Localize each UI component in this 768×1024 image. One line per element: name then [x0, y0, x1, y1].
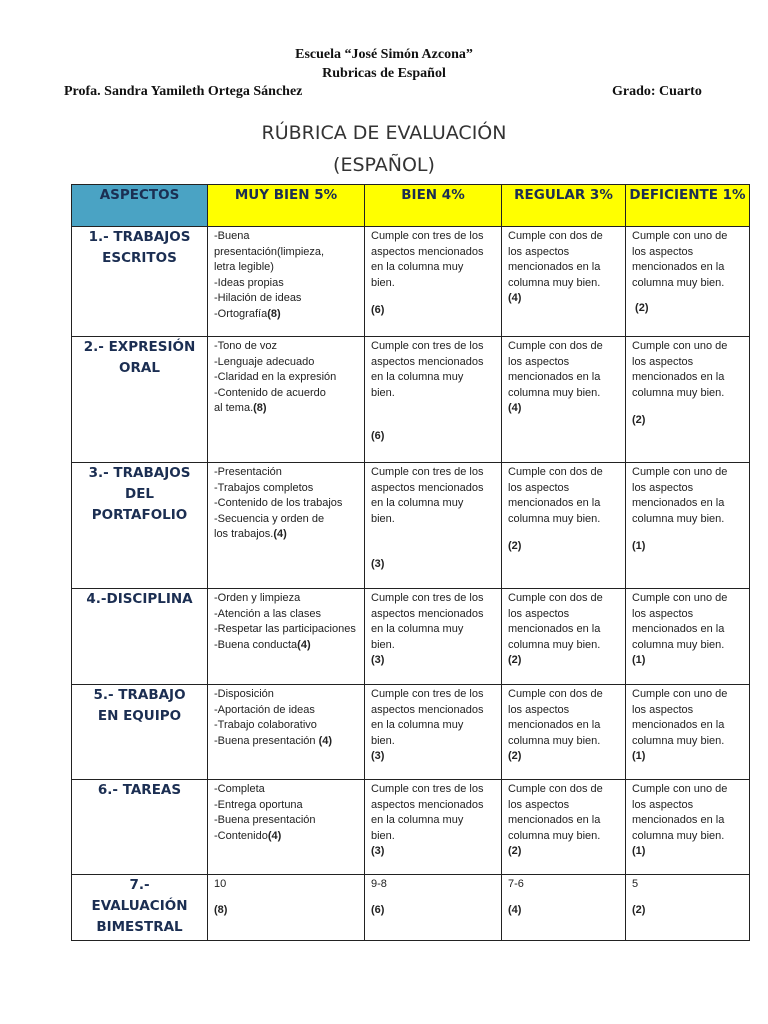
criteria-text: -Disposición -Aportación de ideas -Trabajo colaborativo -Buena presentación: [214, 688, 317, 747]
criteria-cell-deficiente: [626, 685, 750, 780]
criteria-cell-bien: [365, 780, 502, 875]
aspect-label: 6.- TAREAS: [97, 782, 182, 798]
criteria-text: -Buena presentación(limpieza, letra legible) -Ideas propias -Hilación de ideas -Ortografía: [214, 230, 325, 320]
level-description: Cumple con dos de los aspectos mencionados en la columna muy bien.: [508, 340, 603, 399]
points-value: (3): [371, 558, 385, 570]
criteria-cell-regular: [502, 463, 626, 589]
criteria-cell-muy-bien: [208, 685, 365, 780]
criteria-cell-bien: [365, 589, 502, 685]
criteria-cell-deficiente: [626, 589, 750, 685]
column-header-aspectos: ASPECTOS: [72, 185, 208, 227]
criteria-cell-bien: [365, 337, 502, 463]
points-value: (2): [508, 750, 522, 762]
criteria-cell-regular: [502, 780, 626, 875]
level-description: Cumple con tres de los aspectos mencionados en la columna muy bien.: [371, 688, 484, 747]
aspect-label: 1.- TRABAJOS ESCRITOS: [88, 229, 191, 266]
level-description: Cumple con dos de los aspectos mencionados en la columna muy bien.: [508, 592, 603, 651]
points-value: (4): [508, 292, 522, 304]
points-value: (6): [371, 430, 385, 442]
level-description: Cumple con tres de los aspectos mencionados en la columna muy bien.: [371, 783, 484, 842]
level-description: Cumple con uno de los aspectos mencionados en la columna muy bien.: [632, 592, 728, 651]
points-value: (2): [632, 903, 646, 916]
criteria-cell-bien: [365, 463, 502, 589]
aspect-cell: [72, 227, 208, 337]
points-value: (8): [267, 307, 281, 320]
level-description: Cumple con uno de los aspectos mencionados en la columna muy bien.: [632, 783, 728, 842]
points-value: (4): [508, 402, 522, 414]
school-name: Escuela “José Simón Azcona”: [295, 47, 473, 62]
criteria-cell-bien: [365, 227, 502, 337]
criteria-text: -Tono de voz -Lenguaje adecuado -Claridad en la expresión -Contenido de acuerdo al tema.: [214, 340, 337, 414]
points-value: (4): [267, 829, 282, 842]
column-header-regular: REGULAR 3%: [502, 185, 626, 227]
aspect-cell: [72, 685, 208, 780]
aspect-cell: [72, 780, 208, 875]
points-value: (3): [371, 654, 385, 666]
criteria-text: -Presentación -Trabajos completos -Contenido de los trabajos -Secuencia y orden de los trabajos.: [214, 466, 343, 540]
aspect-label: 3.- TRABAJOS DEL PORTAFOLIO: [88, 465, 191, 523]
criteria-cell-regular: [502, 227, 626, 337]
rubric-row: [72, 337, 750, 463]
level-description: Cumple con uno de los aspectos mencionados en la columna muy bien.: [632, 688, 728, 747]
level-description: Cumple con tres de los aspectos mencionados en la columna muy bien.: [371, 466, 484, 525]
criteria-cell-muy-bien: [208, 780, 365, 875]
rubric-row: [72, 463, 750, 589]
level-description: Cumple con dos de los aspectos mencionados en la columna muy bien.: [508, 783, 603, 842]
level-description: Cumple con uno de los aspectos mencionados en la columna muy bien.: [632, 340, 728, 399]
level-description: Cumple con dos de los aspectos mencionados en la columna muy bien.: [508, 466, 603, 525]
rubric-row: [72, 685, 750, 780]
points-value: (4): [297, 638, 311, 651]
level-description: Cumple con tres de los aspectos mencionados en la columna muy bien.: [371, 230, 484, 289]
points-value: (2): [632, 302, 649, 314]
score-range: 10: [214, 878, 227, 890]
criteria-cell-muy-bien: [208, 227, 365, 337]
score-range: 7-6: [508, 878, 524, 890]
points-value: (2): [508, 845, 522, 857]
criteria-cell-muy-bien: [208, 875, 365, 941]
level-description: Cumple con dos de los aspectos mencionados en la columna muy bien.: [508, 688, 603, 747]
rubric-table: [71, 184, 750, 941]
points-value: (6): [371, 903, 385, 916]
points-value: (3): [371, 750, 385, 762]
points-value: (1): [632, 845, 646, 857]
criteria-cell-regular: [502, 875, 626, 941]
criteria-cell-regular: [502, 685, 626, 780]
document-subject: Rubricas de Español: [322, 66, 446, 81]
criteria-text: -Orden y limpieza -Atención a las clases -Respetar las participaciones -Buena conducta: [214, 592, 356, 651]
rubric-row: [72, 227, 750, 337]
points-value: (4): [273, 528, 287, 540]
points-value: (1): [632, 654, 646, 666]
column-header-deficiente: DEFICIENTE 1%: [626, 185, 750, 227]
criteria-cell-regular: [502, 337, 626, 463]
points-value: (1): [632, 750, 646, 762]
aspect-label: 4.-DISCIPLINA: [86, 591, 193, 607]
aspect-label: 2.- EXPRESIÓN ORAL: [83, 339, 196, 376]
criteria-cell-deficiente: [626, 337, 750, 463]
points-value: (1): [632, 540, 646, 552]
level-description: Cumple con tres de los aspectos mencionados en la columna muy bien.: [371, 340, 484, 399]
column-header-muy-bien: MUY BIEN 5%: [208, 185, 365, 227]
score-range: 5: [632, 878, 639, 890]
criteria-cell-deficiente: [626, 780, 750, 875]
teacher-name: Profa. Sandra Yamileth Ortega Sánchez: [64, 84, 303, 99]
points-value: (3): [371, 845, 385, 857]
criteria-text: -Completa -Entrega oportuna -Buena presentación -Contenido: [214, 783, 316, 842]
aspect-cell: [72, 875, 208, 941]
rubric-body: [72, 227, 750, 941]
aspect-cell: [72, 589, 208, 685]
rubric-title: RÚBRICA DE EVALUACIÓN: [261, 122, 507, 144]
grade-label: Grado: Cuarto: [612, 84, 702, 99]
points-value: (8): [253, 402, 267, 414]
points-value: (6): [371, 304, 385, 316]
criteria-cell-muy-bien: [208, 463, 365, 589]
rubric-row: [72, 780, 750, 875]
header-row: [72, 185, 750, 227]
points-value: (2): [508, 540, 522, 552]
points-value: (2): [632, 414, 646, 426]
points-value: (2): [508, 654, 522, 666]
level-description: Cumple con dos de los aspectos mencionados en la columna muy bien.: [508, 230, 603, 289]
level-description: Cumple con uno de los aspectos mencionados en la columna muy bien.: [632, 466, 728, 525]
aspect-label: 7.- EVALUACIÓN BIMESTRAL: [91, 877, 188, 935]
aspect-cell: [72, 337, 208, 463]
aspect-label: 5.- TRABAJO EN EQUIPO: [93, 687, 186, 724]
points-value: (8): [214, 903, 228, 916]
criteria-cell-bien: [365, 875, 502, 941]
column-header-bien: BIEN 4%: [365, 185, 502, 227]
criteria-cell-deficiente: [626, 227, 750, 337]
points-value: (4): [508, 903, 522, 916]
aspect-cell: [72, 463, 208, 589]
rubric-row: [72, 875, 750, 941]
rubric-subtitle: (ESPAÑOL): [333, 154, 435, 176]
score-range: 9-8: [371, 878, 387, 890]
points-value: (4): [318, 734, 333, 747]
criteria-cell-deficiente: [626, 875, 750, 941]
criteria-cell-regular: [502, 589, 626, 685]
criteria-cell-deficiente: [626, 463, 750, 589]
criteria-cell-muy-bien: [208, 589, 365, 685]
level-description: Cumple con uno de los aspectos mencionados en la columna muy bien.: [632, 230, 728, 289]
level-description: Cumple con tres de los aspectos mencionados en la columna muy bien.: [371, 592, 484, 651]
criteria-cell-bien: [365, 685, 502, 780]
criteria-cell-muy-bien: [208, 337, 365, 463]
rubric-row: [72, 589, 750, 685]
